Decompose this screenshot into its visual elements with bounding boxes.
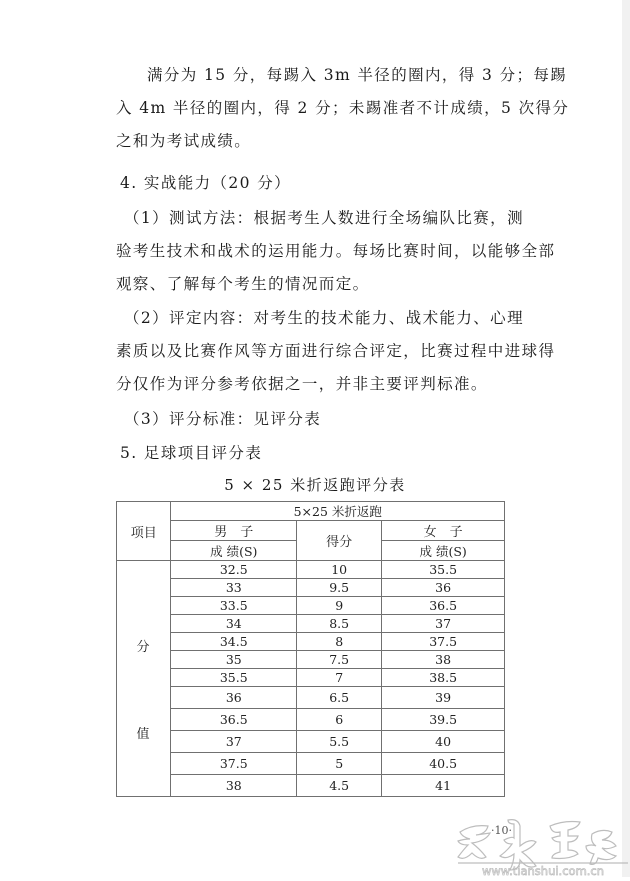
table-row (117, 775, 505, 797)
cell-score: 6 (297, 709, 382, 731)
cell-female: 38.5 (382, 669, 505, 687)
cell-female: 40 (382, 731, 505, 753)
table-row (117, 669, 505, 687)
cell-female: 38 (382, 651, 505, 669)
cell-male: 32.5 (171, 561, 297, 579)
watermark-url: www.tianshui.com.cn (481, 864, 605, 877)
paragraph-line: 分仅作为评分参考依据之一，并非主要评判标准。 (116, 375, 488, 393)
cell-female: 37 (382, 615, 505, 633)
watermark-logo (452, 810, 630, 877)
header-score: 得分 (297, 521, 382, 561)
table-row (117, 597, 505, 615)
table-row (117, 709, 505, 731)
section-heading: 4. 实战能力（20 分） (120, 174, 292, 192)
cell-male: 36 (171, 687, 297, 709)
paragraph-line: （3）评分标准：见评分表 (124, 410, 322, 428)
paragraph-line: 观察、了解每个考生的情况而定。 (116, 275, 370, 293)
cell-female: 37.5 (382, 633, 505, 651)
cell-score: 4.5 (297, 775, 382, 797)
header-female: 女 子 (382, 521, 505, 541)
table-row (117, 561, 505, 579)
score-table (116, 501, 505, 797)
cell-female: 40.5 (382, 753, 505, 775)
table-row (117, 579, 505, 597)
section-heading: 5. 足球项目评分表 (120, 444, 263, 462)
cell-score: 9 (297, 597, 382, 615)
table-row (117, 753, 505, 775)
side-label-bottom: 值 (136, 727, 150, 742)
header-male: 男 子 (171, 521, 297, 541)
cell-score: 5.5 (297, 731, 382, 753)
cell-score: 9.5 (297, 579, 382, 597)
paragraph-line: 验考生技术和战术的运用能力。每场比赛时间，以能够全部 (116, 242, 556, 260)
cell-score: 8.5 (297, 615, 382, 633)
cell-score: 7.5 (297, 651, 382, 669)
table-row (117, 687, 505, 709)
side-label-top: 分 (136, 640, 150, 655)
cell-male: 33.5 (171, 597, 297, 615)
paragraph-line: （1）测试方法：根据考生人数进行全场编队比赛，测 (124, 209, 524, 227)
paragraph-line: 入 4m 半径的圈内，得 2 分；未踢准者不计成绩，5 次得分 (116, 99, 570, 117)
cell-score: 10 (297, 561, 382, 579)
table-row (117, 633, 505, 651)
cell-female: 36.5 (382, 597, 505, 615)
paragraph-line: 满分为 15 分，每踢入 3m 半径的圈内，得 3 分；每踢 (147, 66, 568, 84)
cell-male: 35.5 (171, 669, 297, 687)
paragraph-line: 素质以及比赛作风等方面进行综合评定，比赛过程中进球得 (116, 342, 556, 360)
cell-score: 8 (297, 633, 382, 651)
cell-score: 5 (297, 753, 382, 775)
side-label-cell (117, 561, 171, 797)
cell-male: 37 (171, 731, 297, 753)
table-title: 5 × 25 米折返跑评分表 (224, 476, 406, 494)
page-edge (622, 0, 630, 877)
cell-female: 39 (382, 687, 505, 709)
header-male-unit: 成 绩(S) (171, 541, 297, 561)
table-row (117, 615, 505, 633)
table-row (117, 731, 505, 753)
cell-female: 41 (382, 775, 505, 797)
cell-score: 7 (297, 669, 382, 687)
table-row (117, 651, 505, 669)
cell-female: 35.5 (382, 561, 505, 579)
cell-male: 33 (171, 579, 297, 597)
cell-female: 36 (382, 579, 505, 597)
cell-male: 34.5 (171, 633, 297, 651)
cell-male: 38 (171, 775, 297, 797)
page-number: ·10· (491, 824, 512, 837)
cell-score: 6.5 (297, 687, 382, 709)
cell-female: 39.5 (382, 709, 505, 731)
cell-male: 34 (171, 615, 297, 633)
paragraph-line: （2）评定内容：对考生的技术能力、战术能力、心理 (124, 309, 524, 327)
cell-male: 36.5 (171, 709, 297, 731)
header-item: 项目 (117, 502, 171, 561)
cell-male: 37.5 (171, 753, 297, 775)
cell-male: 35 (171, 651, 297, 669)
header-group: 5×25 米折返跑 (171, 502, 505, 521)
paragraph-line: 之和为考试成绩。 (116, 132, 252, 150)
header-female-unit: 成 绩(S) (382, 541, 505, 561)
